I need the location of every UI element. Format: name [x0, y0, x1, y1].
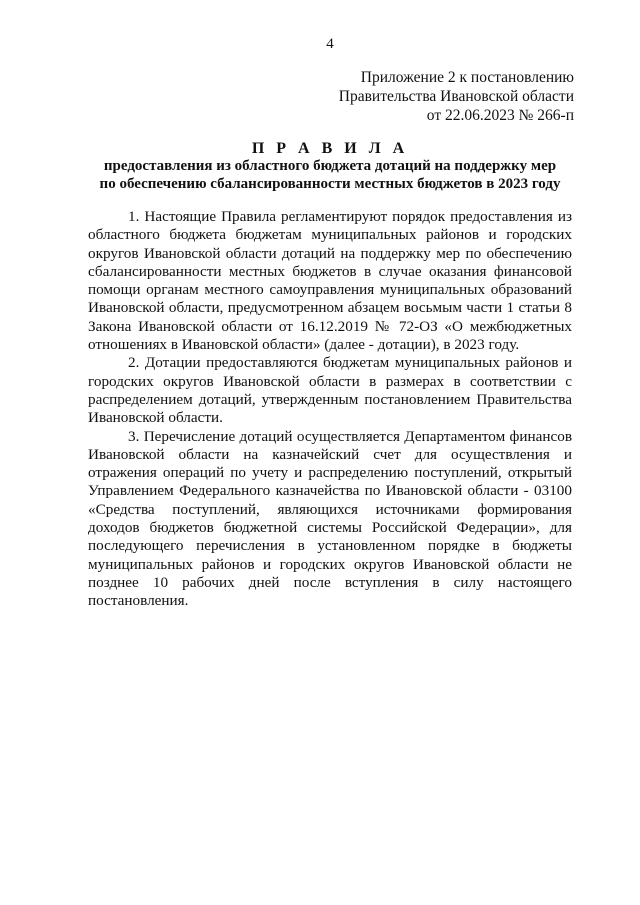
paragraph-2: 2. Дотации предоставляются бюджетам муниципальных районов и городских округов Ивановской области в размерах в соответствии с распределением дотаций, утвержденным постановлением Правительства Ивановской области. — [88, 354, 572, 427]
appendix-line-1: Приложение 2 к постановлению — [360, 69, 574, 86]
document-body — [88, 208, 572, 611]
document-subtitle — [0, 157, 640, 193]
subtitle-line-2: по обеспечению сбалансированности местных бюджетов в 2023 году — [99, 176, 561, 192]
subtitle-line-1: предоставления из областного бюджета дотаций на поддержку мер — [103, 158, 557, 174]
document-title: П Р А В И Л А — [251, 140, 409, 157]
paragraph-3: 3. Перечисление дотаций осуществляется Департаментом финансов Ивановской области на казначейский счет для осуществления и отражения операций по учету и распределению поступлений, открытый Управлением Федерального казначейства по Ивановской области - 03100 «Средства поступлений, являющихся источниками формирования доходов бюджетов бюджетной системы Российской Федерации», для последующего перечисления в установленном порядке в бюджеты муниципальных районов и городских округов Ивановской области не позднее 10 рабочих дней после вступления в силу настоящего постановления. — [88, 427, 572, 610]
appendix-line-2: Правительства Ивановской области — [338, 88, 574, 105]
paragraph-1: 1. Настоящие Правила регламентируют порядок предоставления из областного бюджета бюджетам муниципальных районов и городских округов Ивановской области дотаций на поддержку мер по обеспечению сбалансированности местных бюджетов в случае оказания финансовой помощи органам местного самоуправления муниципальных образований Ивановской области, предусмотренном абзацем восьмым части 1 статьи 8 Закона Ивановской области от 16.12.2019 № 72-ОЗ «О межбюджетных отношениях в Ивановской области» (далее - дотации), в 2023 году. — [88, 208, 572, 354]
page-number: 4 — [326, 36, 334, 52]
appendix-line-3: от 22.06.2023 № 266-п — [426, 107, 574, 124]
appendix-reference — [339, 68, 574, 125]
